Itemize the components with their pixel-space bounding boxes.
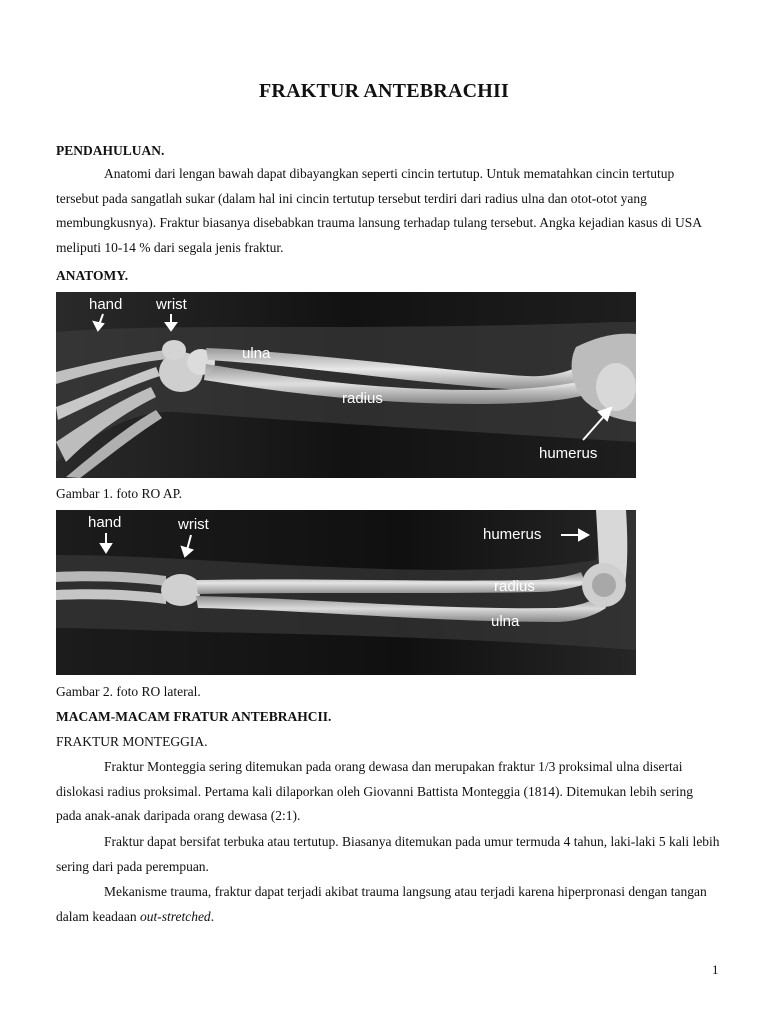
xray-ap-label-wrist: wrist — [156, 296, 187, 313]
xray-lateral-label-hand: hand — [88, 514, 122, 531]
monteggia-text-3: Mekanisme trauma, fraktur dapat terjadi akibat trauma langsung atau terjadi karena hiperpronasi dengan tangan dalam keadaan — [56, 884, 707, 924]
xray-lateral-label-humerus: humerus — [483, 526, 542, 543]
monteggia-paragraph-1 — [56, 755, 720, 829]
xray-ap-label-humerus: humerus — [539, 445, 598, 462]
monteggia-paragraph-2 — [56, 830, 720, 879]
xray-lateral-label-ulna: ulna — [491, 613, 520, 630]
figure2-caption: Gambar 2. foto RO lateral. — [56, 684, 201, 699]
intro-paragraph — [56, 162, 720, 260]
xray-ap-label-ulna: ulna — [242, 345, 271, 362]
xray-ap-label-radius: radius — [342, 390, 383, 407]
heading-anatomy: ANATOMY. — [56, 268, 129, 283]
intro-text: Anatomi dari lengan bawah dapat dibayangkan seperti cincin tertutup. Untuk mematahkan cincin tertutup tersebut pada sangatlah sukar (dalam hal ini cincin tertutup tersebut terdiri dari radius ulna dan otot-otot yang membungkusnya). Fraktur biasanya disebabkan trauma lansung terhadap tulang tersebut. Angka kejadian kasus di USA meliputi 10-14 % dari segala jenis fraktur. — [56, 166, 702, 255]
monteggia-text-3-end: . — [210, 908, 215, 924]
xray-ap-label-hand: hand — [89, 296, 123, 313]
monteggia-text-3-italic: out-stretched — [139, 908, 211, 924]
monteggia-paragraph-3 — [56, 880, 720, 929]
xray-lateral-label-radius: radius — [494, 578, 535, 595]
subheading-monteggia: FRAKTUR MONTEGGIA. — [56, 734, 208, 749]
heading-macam-fraktur: MACAM-MACAM FRATUR ANTEBRAHCII. — [56, 709, 332, 724]
monteggia-text-1: Fraktur Monteggia sering ditemukan pada orang dewasa dan merupakan fraktur 1/3 proksimal ulna disertai dislokasi radius proksimal. Pertama kali dilaporkan oleh Giovanni Battista Monteggia (1814). Ditemukan lebih sering pada anak-anak daripada orang dewasa (2:1). — [56, 759, 693, 823]
xray-lateral-figure — [56, 510, 636, 675]
xray-lateral-label-wrist: wrist — [178, 516, 209, 533]
monteggia-text-2: Fraktur dapat bersifat terbuka atau tertutup. Biasanya ditemukan pada umur termuda 4 tahun, laki-laki 5 kali lebih sering dari pada perempuan. — [56, 834, 720, 874]
xray-ap-figure — [56, 292, 636, 478]
document-title: FRAKTUR ANTEBRACHII — [259, 80, 509, 102]
figure1-caption: Gambar 1. foto RO AP. — [56, 486, 182, 501]
heading-pendahuluan: PENDAHULUAN. — [56, 143, 165, 158]
page-number: 1 — [712, 962, 719, 977]
